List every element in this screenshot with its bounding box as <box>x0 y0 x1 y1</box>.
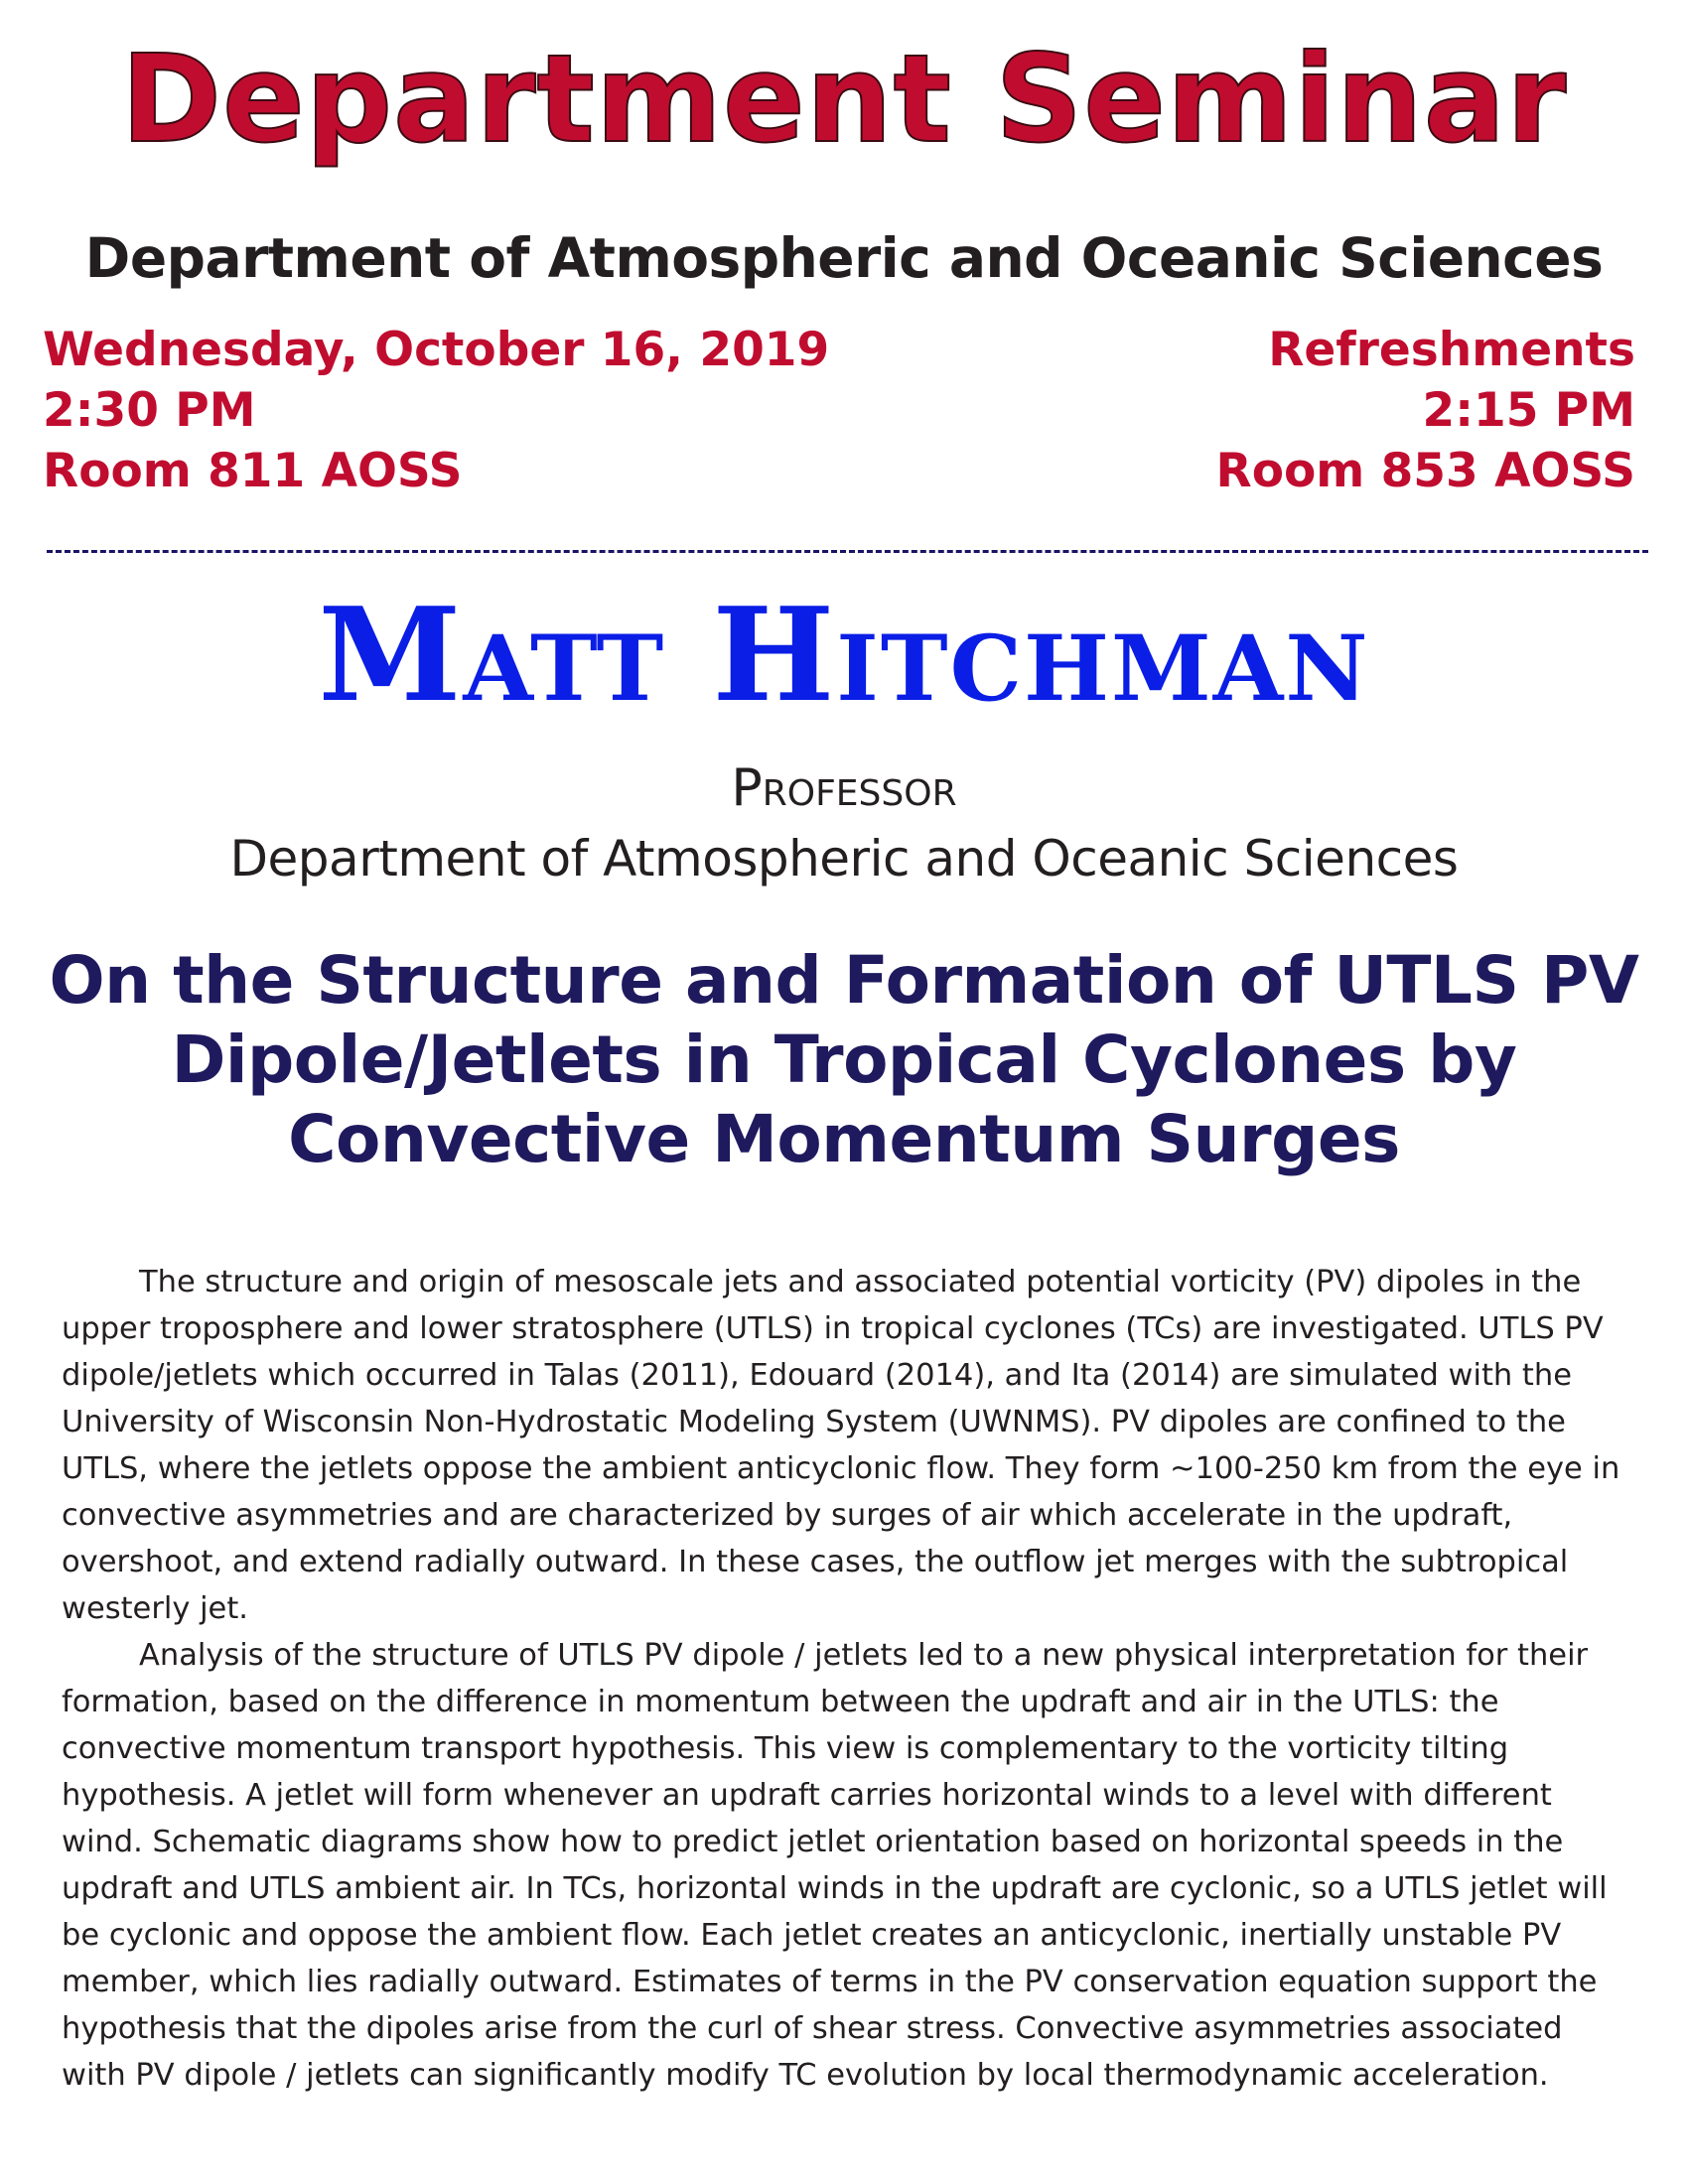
section-divider <box>47 550 1648 553</box>
refreshments-time: 2:15 PM <box>1422 383 1635 438</box>
seminar-room: Room 811 AOSS <box>43 444 463 498</box>
abstract-paragraph: The structure and origin of mesoscale jets and associated potential vorticity (PV) dipoles in the upper troposphere and lower stratosphere (UTLS) in tropical cyclones (TCs) are investigated. UTLS PV dipole/jetlets which occurred in Talas (2011), Edouard (2014), and Ita (2014) are simulated with the University of Wisconsin Non-Hydrostatic Modeling System (UWNMS). PV dipoles are confined to the UTLS, where the jetlets oppose the ambient anticyclonic flow. They form ~100-250 km from the eye in convective asymmetries and are characterized by surges of air which accelerate in the updraft, overshoot, and extend radially outward. In these cases, the outflow jet merges with the subtropical westerly jet. <box>62 1265 1620 1626</box>
seminar-date: Wednesday, October 16, 2019 <box>43 323 830 377</box>
speaker-name: Matt Hitchman <box>318 579 1370 731</box>
refreshments-room: Room 853 AOSS <box>1215 444 1635 498</box>
abstract <box>62 1259 1635 2099</box>
seminar-time: 2:30 PM <box>43 383 256 438</box>
speaker-role: Professor <box>731 758 957 818</box>
page-title: Department Seminar <box>120 29 1568 170</box>
department-name: Department of Atmospheric and Oceanic Sciences <box>84 226 1604 290</box>
talk-title: On the Structure and Formation of UTLS PV Dipole/Jetlets in Tropical Cyclones by Convective Momentum Surges <box>49 942 1639 1177</box>
refreshments-label: Refreshments <box>1268 323 1635 377</box>
seminar-details <box>43 320 837 501</box>
speaker-department: Department of Atmospheric and Oceanic Sciences <box>229 830 1459 887</box>
refreshments-details <box>940 320 1635 501</box>
abstract-paragraph: Analysis of the structure of UTLS PV dipole / jetlets led to a new physical interpretation for their formation, based on the difference in momentum between the updraft and air in the UTLS: the convective momentum transport hypothesis. This view is complementary to the vorticity tilting hypothesis. A jetlet will form whenever an updraft carries horizontal winds to a level with different wind. Schematic diagrams show how to predict jetlet orientation based on horizontal speeds in the updraft and UTLS ambient air. In TCs, horizontal winds in the updraft are cyclonic, so a UTLS jetlet will be cyclonic and oppose the ambient flow. Each jetlet creates an anticyclonic, inertially unstable PV member, which lies radially outward. Estimates of terms in the PV conservation equation support the hypothesis that the dipoles arise from the curl of shear stress. Convective asymmetries associated with PV dipole / jetlets can significantly modify TC evolution by local thermodynamic acceleration. <box>62 1638 1608 2093</box>
